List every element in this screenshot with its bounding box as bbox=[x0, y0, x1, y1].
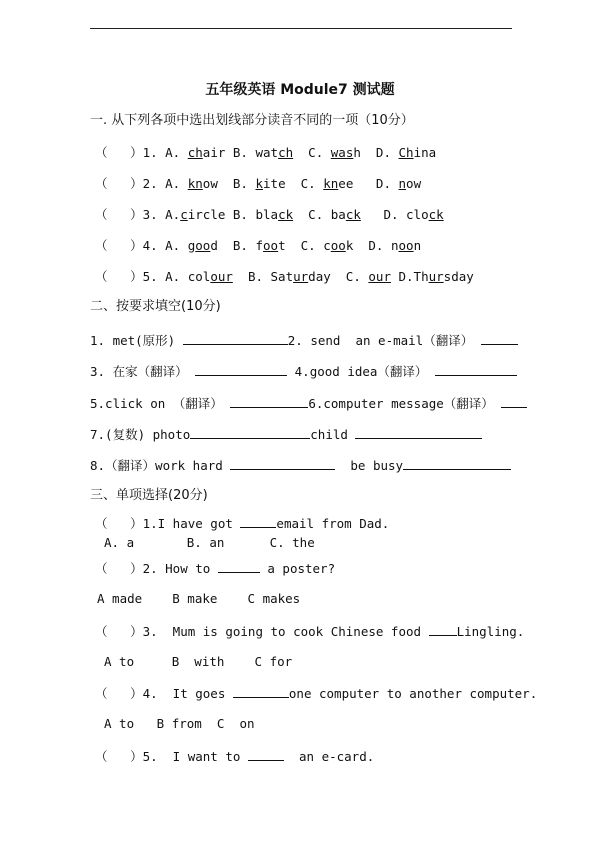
option-text: A. g bbox=[165, 238, 196, 253]
question-text: a poster? bbox=[259, 561, 336, 576]
question-text: （ ）4. It goes bbox=[95, 686, 233, 701]
option-text: n bbox=[413, 238, 422, 253]
phonics-item bbox=[95, 145, 436, 161]
fill-line-5 bbox=[90, 457, 511, 474]
fill-prompt: 4.good idea（翻译） bbox=[294, 364, 428, 379]
underlined-letters: oo bbox=[263, 238, 279, 253]
section2-heading: 二、按要求填空(10分) bbox=[90, 299, 221, 314]
fill-prompt: 8.（翻译）work hard bbox=[90, 458, 223, 473]
fill-prompt: 3. 在家（翻译） bbox=[90, 364, 188, 379]
underlined-letters: ck bbox=[345, 207, 361, 222]
fill-line-2 bbox=[90, 363, 517, 380]
fill-prompt: 7.(复数) photo bbox=[90, 427, 191, 442]
question-1 bbox=[95, 515, 389, 532]
option-text: air B. wat bbox=[202, 145, 279, 160]
item-number: （ ）1. bbox=[95, 145, 166, 160]
answer-blank[interactable] bbox=[248, 748, 284, 761]
item-number: （ ）5. bbox=[95, 269, 166, 284]
option-text: d B. f bbox=[210, 238, 264, 253]
phonics-item bbox=[95, 207, 444, 223]
underlined-letters: ch bbox=[278, 145, 294, 160]
option-text: A. bbox=[165, 176, 188, 191]
question-text: （ ）3. Mum is going to cook Chinese food bbox=[95, 624, 429, 639]
option-text: day C. bbox=[308, 269, 369, 284]
underlined-letters: n bbox=[398, 176, 407, 191]
answer-blank[interactable] bbox=[403, 457, 511, 470]
underlined-letters: ur bbox=[293, 269, 309, 284]
question-2 bbox=[95, 560, 335, 577]
answer-blank[interactable] bbox=[183, 332, 288, 345]
option-text: ina bbox=[413, 145, 437, 160]
underlined-letters: ch bbox=[187, 145, 203, 160]
answer-blank[interactable] bbox=[240, 515, 276, 528]
underlined-letters: oo bbox=[398, 238, 414, 253]
fill-line-1 bbox=[90, 332, 518, 349]
answer-blank[interactable] bbox=[435, 363, 517, 376]
option-text: C. ba bbox=[293, 207, 346, 222]
underlined-letters: oo bbox=[195, 238, 211, 253]
answer-blank[interactable] bbox=[230, 395, 308, 408]
option-text: A. bbox=[165, 207, 181, 222]
question-text: email from Dad. bbox=[276, 516, 390, 531]
item-number: （ ）3. bbox=[95, 207, 166, 222]
underlined-letters: ur bbox=[428, 269, 444, 284]
answer-blank[interactable] bbox=[195, 363, 287, 376]
option-text: D.Th bbox=[390, 269, 429, 284]
option-text: A. col bbox=[165, 269, 211, 284]
underlined-letters: ck bbox=[278, 207, 294, 222]
option-text: ow bbox=[406, 176, 422, 191]
option-text: sday bbox=[443, 269, 474, 284]
question-3-options: A to B with C for bbox=[104, 654, 293, 669]
question-text: Lingling. bbox=[456, 624, 525, 639]
option-text: C. bbox=[293, 145, 331, 160]
question-text: one computer to another computer. bbox=[288, 686, 538, 701]
underlined-letters: our bbox=[210, 269, 233, 284]
question-text: （ ）2. How to bbox=[95, 561, 218, 576]
question-3 bbox=[95, 623, 524, 640]
fill-prompt: 1. met(原形) bbox=[90, 333, 176, 348]
underlined-letters: c bbox=[180, 207, 188, 222]
fill-prompt: child bbox=[310, 427, 348, 442]
fill-prompt: 5.click on （翻译） bbox=[90, 396, 223, 411]
fill-prompt: 2. send an e-mail（翻译） bbox=[287, 333, 474, 348]
underlined-letters: Ch bbox=[398, 145, 414, 160]
underlined-letters: kn bbox=[323, 176, 339, 191]
option-text: k D. n bbox=[345, 238, 399, 253]
option-text: h D. bbox=[353, 145, 399, 160]
phonics-item bbox=[95, 238, 421, 254]
option-text: ee D. bbox=[338, 176, 399, 191]
underlined-letters: oo bbox=[330, 238, 346, 253]
answer-blank[interactable] bbox=[355, 426, 482, 439]
underlined-letters: k bbox=[255, 176, 264, 191]
fill-line-4 bbox=[90, 426, 482, 443]
question-5 bbox=[95, 748, 374, 765]
page-title: 五年级英语 Module7 测试题 bbox=[205, 82, 395, 98]
fill-prompt: 6.computer message（翻译） bbox=[308, 396, 494, 411]
item-number: （ ）4. bbox=[95, 238, 166, 253]
answer-blank[interactable] bbox=[429, 623, 457, 636]
fill-prompt: be busy bbox=[350, 458, 404, 473]
option-text: ircle B. bla bbox=[187, 207, 279, 222]
header-rule bbox=[90, 28, 512, 29]
option-text: B. Sat bbox=[232, 269, 294, 284]
answer-blank[interactable] bbox=[501, 395, 527, 408]
question-4 bbox=[95, 685, 537, 702]
option-text: ow B. bbox=[202, 176, 256, 191]
answer-blank[interactable] bbox=[233, 685, 289, 698]
section3-heading: 三、单项选择(20分) bbox=[90, 488, 208, 503]
question-2-options: A made B make C makes bbox=[97, 591, 301, 606]
question-text: （ ）1.I have got bbox=[95, 516, 241, 531]
underlined-letters: our bbox=[368, 269, 391, 284]
option-text: D. clo bbox=[360, 207, 429, 222]
question-1-options: A. a B. an C. the bbox=[104, 535, 315, 550]
underlined-letters: ck bbox=[428, 207, 444, 222]
answer-blank[interactable] bbox=[218, 560, 260, 573]
answer-blank[interactable] bbox=[481, 332, 518, 345]
fill-line-3 bbox=[90, 395, 527, 412]
phonics-item bbox=[95, 176, 421, 192]
option-text: ite C. bbox=[263, 176, 324, 191]
option-text: t C. c bbox=[278, 238, 331, 253]
question-text: an e-card. bbox=[283, 749, 375, 764]
phonics-item bbox=[95, 269, 474, 285]
option-text: A. bbox=[165, 145, 188, 160]
question-text: （ ）5. I want to bbox=[95, 749, 248, 764]
answer-blank[interactable] bbox=[230, 457, 335, 470]
answer-blank[interactable] bbox=[190, 426, 310, 439]
underlined-letters: kn bbox=[187, 176, 203, 191]
section1-heading: 一. 从下列各项中选出划线部分读音不同的一项（10分） bbox=[90, 113, 414, 128]
underlined-letters: was bbox=[330, 145, 354, 160]
item-number: （ ）2. bbox=[95, 176, 166, 191]
question-4-options: A to B from C on bbox=[104, 716, 255, 731]
